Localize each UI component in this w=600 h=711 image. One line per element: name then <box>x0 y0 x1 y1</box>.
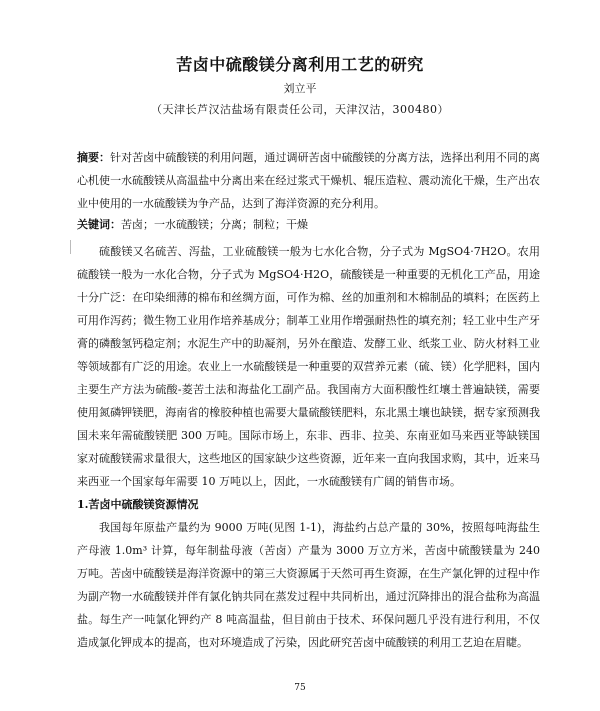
section-1-heading: 1.苦卤中硫酸镁资源情况 <box>77 498 199 511</box>
keywords-label: 关键词： <box>77 218 121 231</box>
abstract-label: 摘要： <box>77 151 111 164</box>
body-paragraph-1: 硫酸镁又名硫苦、泻盐，工业硫酸镁一般为七水化合物，分子式为 MgSO4·7H2O。农用硫酸镁一般为一水化合物，分子式为 MgSO4·H2O，硫酸镁是一种重要的无机化工产品，用途十分广泛：在印染细薄的棉布和丝绸方面，可作为棉、丝的加重剂和木棉制品的填料；在医药上可用作泻药；微生物工业用作培养基成分；制革工业用作增强耐热性的填充剂；轻工业中生产牙膏的磷酸氢钙稳定剂；水泥生产中的助凝剂，另外在酿造、发酵工业、纸浆工业、防火材料工业等领域都有广泛的用途。农业上一水硫酸镁是一种重要的双营养元素（硫、镁）化学肥料，国内主要生产方法为硫酸-菱苦土法和海盐化工副产品。我国南方大面积酸性红壤土普遍缺镁，需要使用氮磷钾镁肥，海南省的橡胶种植也需要大量硫酸镁肥料，东北黑土壤也缺镁，据专家预测我国未来年需硫酸镁肥 300 万吨。国际市场上，东非、西非、拉美、东南亚如马来西亚等缺镁国家对硫酸镁需求量很大，这些地区的国家缺少这些资源，近年来一直向我国求购，其中，近来马来西亚一个国家每年需要 10 万吨以上，因此，一水硫酸镁有广阔的销售市场。 <box>77 245 540 488</box>
author-name: 刘立平 <box>283 82 317 95</box>
abstract <box>77 146 540 215</box>
page-number: 75 <box>294 683 306 693</box>
keywords-text: 苦卤；一水硫酸镁；分离；制粒；干燥 <box>121 218 308 231</box>
paper-body <box>77 240 540 654</box>
abstract-text: 针对苦卤中硫酸镁的利用问题，通过调研苦卤中硫酸镁的分离方法，选择出利用不同的离心机使一水硫酸镁从高温盐中分离出来在经过浆式干燥机、辊压造粒、震动流化干燥，生产出农业中使用的一水硫酸镁为争产品，达到了海洋资源的充分利用。 <box>77 151 541 210</box>
author-affiliation: （天津长芦汉沽盐场有限责任公司，天津汉沽，300480） <box>151 103 449 116</box>
scan-artifact <box>70 240 71 254</box>
body-paragraph-2: 我国每年原盐产量约为 9000 万吨(见图 1-1)，海盐约占总产量的 30%，按照每吨海盐生产母液 1.0m³ 计算，每年制盐母液（苦卤）产量为 3000 万立方米，苦卤中硫酸镁量为 240 万吨。苦卤中硫酸镁是海洋资源中的第三大资源属于天然可再生资源，在生产氯化钾的过程中作为副产物一水硫酸镁并伴有氯化钠共同在蒸发过程中共同析出，通过沉降排出的混合盐称为高温盐。每生产一吨氯化钾约产 8 吨高温盐，但目前由于技术、环保问题几乎没有进行利用，不仅造成氯化钾成本的提高，也对环境造成了污染，因此研究苦卤中硫酸镁的利用工艺迫在眉睫。 <box>77 521 540 649</box>
keywords <box>77 216 540 234</box>
paper-title: 苦卤中硫酸镁分离利用工艺的研究 <box>176 55 424 74</box>
